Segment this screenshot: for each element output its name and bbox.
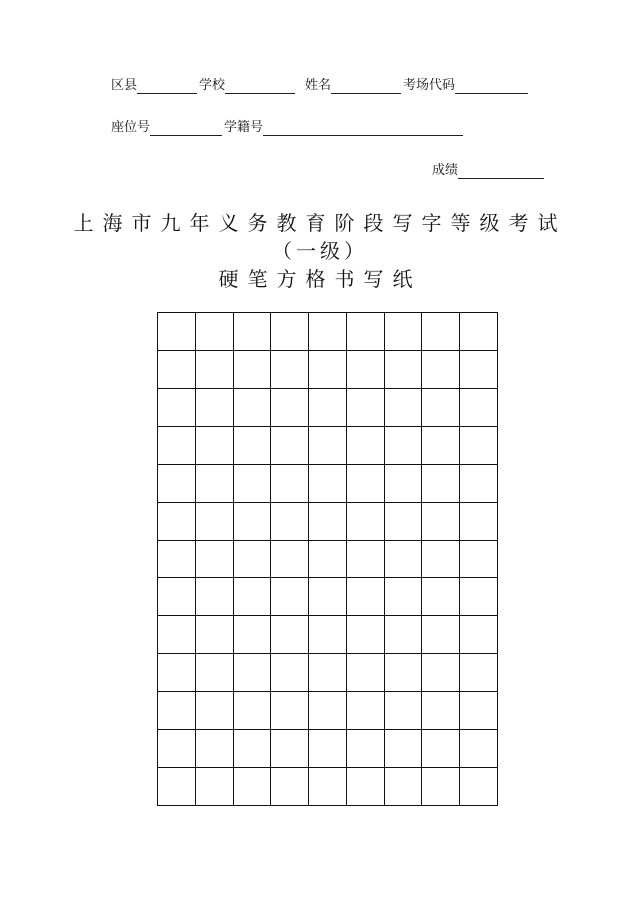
grid-cell[interactable] [309, 768, 347, 806]
grid-cell[interactable] [347, 503, 385, 541]
grid-cell[interactable] [196, 427, 234, 465]
seat-number-field[interactable] [150, 121, 222, 136]
grid-cell[interactable] [422, 730, 460, 768]
grid-cell[interactable] [347, 654, 385, 692]
name-label: 姓名 [305, 78, 332, 93]
grid-cell[interactable] [460, 654, 498, 692]
grid-cell[interactable] [234, 541, 272, 579]
exam-level: （一级） [272, 239, 368, 263]
grid-cell[interactable] [347, 389, 385, 427]
grid-cell[interactable] [196, 465, 234, 503]
grid-cell[interactable] [196, 654, 234, 692]
grid-cell[interactable] [385, 578, 423, 616]
grid-cell[interactable] [460, 578, 498, 616]
district-field[interactable] [137, 79, 197, 94]
grid-cell[interactable] [158, 313, 196, 351]
grid-cell[interactable] [309, 351, 347, 389]
grid-cell[interactable] [196, 541, 234, 579]
grid-cell[interactable] [347, 692, 385, 730]
grid-cell[interactable] [422, 692, 460, 730]
grid-cell[interactable] [385, 389, 423, 427]
grid-cell[interactable] [422, 654, 460, 692]
grid-cell[interactable] [158, 730, 196, 768]
grid-cell[interactable] [196, 692, 234, 730]
school-field[interactable] [225, 79, 295, 94]
score-field[interactable] [458, 164, 544, 179]
grid-cell[interactable] [158, 541, 196, 579]
grid-cell[interactable] [347, 541, 385, 579]
grid-cell[interactable] [271, 503, 309, 541]
grid-cell[interactable] [385, 616, 423, 654]
grid-cell[interactable] [385, 313, 423, 351]
grid-cell[interactable] [234, 427, 272, 465]
paper-title: 硬笔方格书写纸 [218, 267, 422, 291]
grid-cell[interactable] [309, 427, 347, 465]
grid-cell[interactable] [309, 578, 347, 616]
student-id-field[interactable] [263, 121, 463, 136]
grid-cell[interactable] [234, 313, 272, 351]
grid-cell[interactable] [422, 389, 460, 427]
grid-cell[interactable] [158, 427, 196, 465]
grid-cell[interactable] [460, 389, 498, 427]
grid-cell[interactable] [158, 692, 196, 730]
grid-cell[interactable] [422, 427, 460, 465]
grid-cell[interactable] [347, 578, 385, 616]
grid-cell[interactable] [422, 541, 460, 579]
grid-cell[interactable] [234, 389, 272, 427]
seat-number-label: 座位号 [111, 120, 151, 135]
grid-cell[interactable] [460, 465, 498, 503]
grid-cell[interactable] [385, 351, 423, 389]
grid-cell[interactable] [234, 768, 272, 806]
grid-cell[interactable] [422, 616, 460, 654]
grid-cell[interactable] [158, 616, 196, 654]
grid-cell[interactable] [460, 616, 498, 654]
grid-cell[interactable] [158, 768, 196, 806]
grid-cell[interactable] [158, 654, 196, 692]
grid-cell[interactable] [347, 616, 385, 654]
grid-cell[interactable] [271, 616, 309, 654]
district-label: 区县 [111, 78, 138, 93]
grid-cell[interactable] [347, 351, 385, 389]
grid-cell[interactable] [347, 768, 385, 806]
grid-cell[interactable] [196, 389, 234, 427]
grid-cell[interactable] [271, 541, 309, 579]
school-label: 学校 [199, 78, 226, 93]
name-field[interactable] [331, 79, 401, 94]
grid-cell[interactable] [347, 730, 385, 768]
grid-cell[interactable] [422, 351, 460, 389]
grid-cell[interactable] [309, 541, 347, 579]
grid-cell[interactable] [158, 578, 196, 616]
grid-cell[interactable] [385, 541, 423, 579]
grid-cell[interactable] [309, 465, 347, 503]
grid-cell[interactable] [158, 389, 196, 427]
grid-cell[interactable] [271, 730, 309, 768]
grid-cell[interactable] [460, 313, 498, 351]
grid-cell[interactable] [460, 351, 498, 389]
grid-cell[interactable] [196, 768, 234, 806]
grid-cell[interactable] [460, 503, 498, 541]
grid-cell[interactable] [234, 503, 272, 541]
grid-cell[interactable] [460, 427, 498, 465]
grid-cell[interactable] [271, 427, 309, 465]
grid-cell[interactable] [196, 503, 234, 541]
exam-title: 上海市九年义务教育阶段写字等级考试 [73, 211, 567, 235]
grid-cell[interactable] [158, 503, 196, 541]
header-row-1 [111, 78, 530, 94]
grid-cell[interactable] [309, 503, 347, 541]
grid-cell[interactable] [422, 313, 460, 351]
grid-cell[interactable] [385, 768, 423, 806]
grid-cell[interactable] [460, 730, 498, 768]
exam-site-code-label: 考场代码 [403, 78, 456, 93]
grid-cell[interactable] [234, 578, 272, 616]
grid-cell[interactable] [309, 654, 347, 692]
grid-cell[interactable] [196, 730, 234, 768]
grid-cell[interactable] [158, 465, 196, 503]
grid-cell[interactable] [460, 692, 498, 730]
grid-cell[interactable] [271, 389, 309, 427]
grid-cell[interactable] [309, 616, 347, 654]
header-row-2 [111, 120, 465, 136]
grid-cell[interactable] [309, 730, 347, 768]
grid-cell[interactable] [271, 313, 309, 351]
grid-cell[interactable] [271, 768, 309, 806]
grid-cell[interactable] [460, 768, 498, 806]
grid-cell[interactable] [196, 578, 234, 616]
grid-cell[interactable] [196, 351, 234, 389]
grid-cell[interactable] [385, 503, 423, 541]
grid-cell[interactable] [385, 730, 423, 768]
writing-grid [157, 312, 498, 806]
grid-cell[interactable] [347, 465, 385, 503]
grid-cell[interactable] [234, 730, 272, 768]
grid-cell[interactable] [347, 427, 385, 465]
grid-cell[interactable] [271, 654, 309, 692]
grid-cell[interactable] [422, 768, 460, 806]
grid-cell[interactable] [234, 465, 272, 503]
grid-cell[interactable] [385, 427, 423, 465]
grid-cell[interactable] [347, 313, 385, 351]
grid-cell[interactable] [385, 654, 423, 692]
grid-cell[interactable] [234, 692, 272, 730]
grid-cell[interactable] [271, 465, 309, 503]
grid-cell[interactable] [271, 351, 309, 389]
header-row-3 [432, 163, 546, 179]
grid-cell[interactable] [196, 616, 234, 654]
grid-cell[interactable] [234, 351, 272, 389]
student-id-label: 学籍号 [224, 120, 264, 135]
grid-cell[interactable] [234, 654, 272, 692]
grid-cell[interactable] [234, 616, 272, 654]
score-label: 成绩 [432, 163, 459, 178]
grid-cell[interactable] [158, 351, 196, 389]
grid-cell[interactable] [309, 313, 347, 351]
grid-cell[interactable] [271, 578, 309, 616]
grid-cell[interactable] [196, 313, 234, 351]
grid-cell[interactable] [385, 465, 423, 503]
grid-cell[interactable] [309, 692, 347, 730]
grid-cell[interactable] [422, 578, 460, 616]
grid-cell[interactable] [422, 503, 460, 541]
grid-cell[interactable] [422, 465, 460, 503]
grid-cell[interactable] [271, 692, 309, 730]
grid-cell[interactable] [385, 692, 423, 730]
exam-site-code-field[interactable] [455, 79, 528, 94]
grid-cell[interactable] [309, 389, 347, 427]
grid-cell[interactable] [460, 541, 498, 579]
